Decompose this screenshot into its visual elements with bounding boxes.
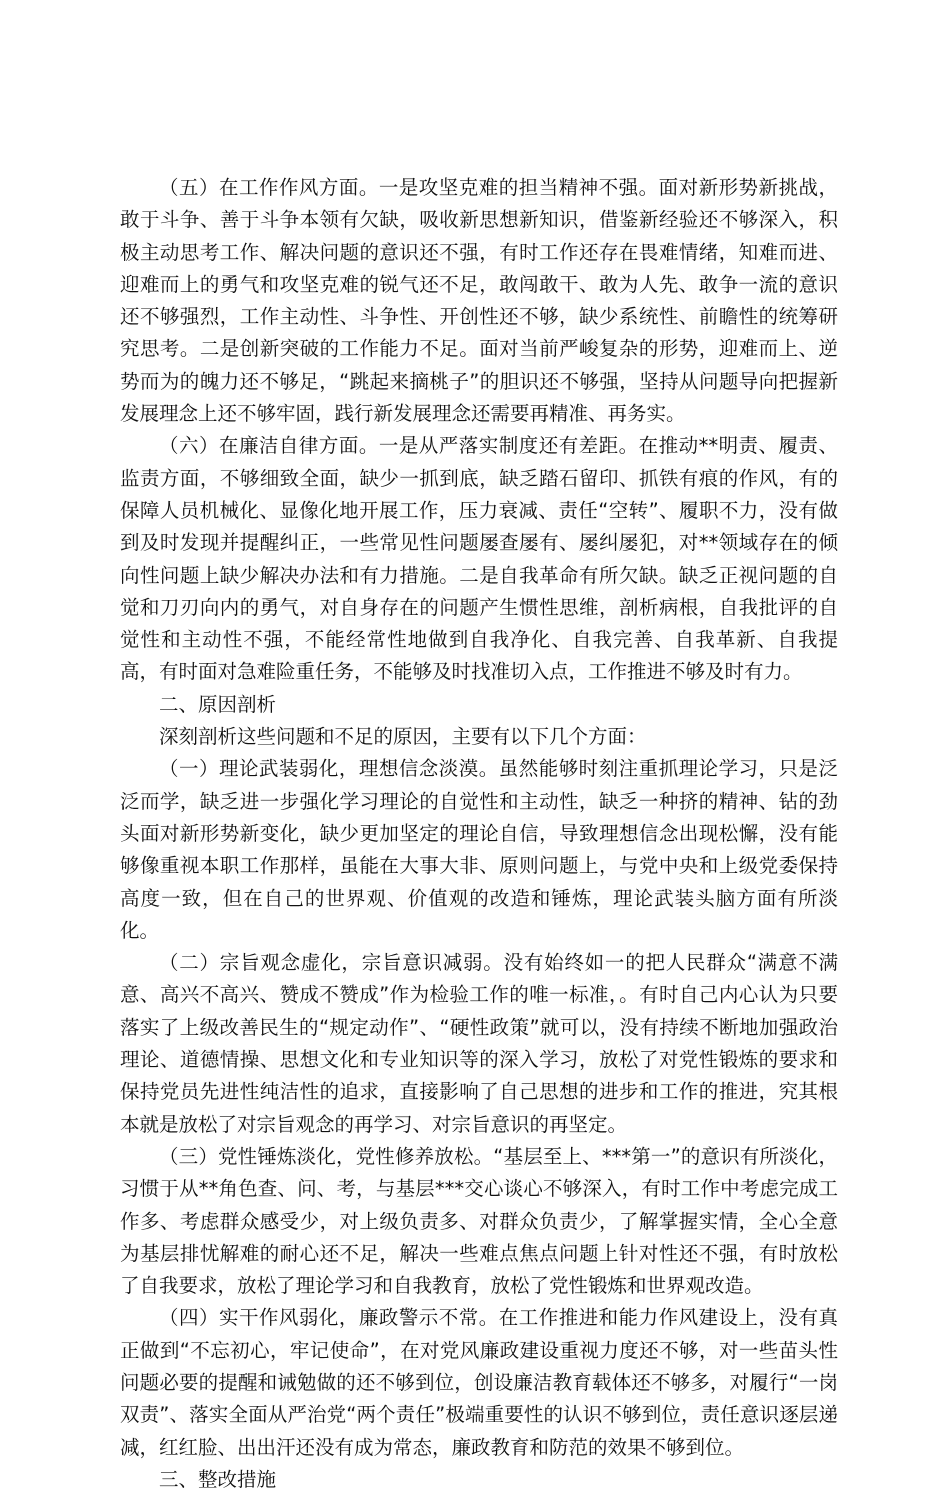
paragraph-cause-intro: 深刻剖析这些问题和不足的原因，主要有以下几个方面：	[159, 725, 647, 749]
paragraph-work-style: （五）在工作作风方面。一是攻坚克难的担当精神不强。面对新形势新挑战，敢于斗争、善于斗争本领有欠缺，吸收新思想新知识，借鉴新经验还不够深入，积极主动思考工作、解决问题的意识还不强，有时工作还存在畏难情绪，知难而进、迎难而上的勇气和攻坚克难的锐气还不足，敢闯敢干、敢为人先、敢争一流的意识还不够强烈，工作主动性、斗争性、开创性还不够，缺少系统性、前瞻性的统筹研究思考。二是创新突破的工作能力不足。面对当前严峻复杂的形势，迎难而上、逆势而为的魄力还不够足，“跳起来摘桃子”的胆识还不够强，坚持从问题导向把握新发展理念上还不够牢固，践行新发展理念还需要再精准、再务实。	[120, 176, 838, 426]
paragraph-cause-party-spirit: （三）党性锤炼淡化，党性修养放松。“基层至上、***第一”的意识有所淡化，习惯于从**角色查、问、考，与基层***交心谈心不够深入，有时工作中考虑完成工作多、考虑群众感受少，对上级负责多、对群众负责少，了解掌握实情，全心全意为基层排忧解难的耐心还不足，解决一些难点焦点问题上针对性还不强，有时放松了自我要求，放松了理论学习和自我教育，放松了党性锻炼和世界观改造。	[120, 1144, 838, 1298]
paragraph-cause-work-style: （四）实干作风弱化，廉政警示不常。在工作推进和能力作风建设上，没有真正做到“不忘初心，牢记使命”，在对党风廉政建设重视力度还不够，对一些苗头性问题必要的提醒和诫勉做的还不够到位，创设廉洁教育载体还不够多，对履行“一岗双责”、落实全面从严治党“两个责任”极端重要性的认识不够到位，责任意识逐层递减，红红脸、出出汗还没有成为常态，廉政教育和防范的效果不够到位。	[120, 1306, 838, 1459]
section-heading-cause-analysis: 二、原因剖析	[159, 692, 277, 716]
document-body	[120, 172, 838, 1496]
paragraph-cause-theory: （一）理论武装弱化，理想信念淡漠。虽然能够时刻注重抓理论学习，只是泛泛而学，缺乏进一步强化学习理论的自觉性和主动性，缺乏一种挤的精神、钻的劲头面对新形势新变化，缺少更加坚定的理论自信，导致理想信念出现松懈，没有能够像重视本职工作那样，虽能在大事大非、原则问题上，与党中央和上级党委保持高度一致，但在自己的世界观、价值观的改造和锤炼，理论武装头脑方面有所淡化。	[120, 757, 838, 942]
paragraph-integrity: （六）在廉洁自律方面。一是从严落实制度还有差距。在推动**明责、履责、监责方面，不够细致全面，缺少一抓到底，缺乏踏石留印、抓铁有痕的作风，有的保障人员机械化、显像化地开展工作，压力衰减、责任“空转”、履职不力，没有做到及时发现并提醒纠正，一些常见性问题屡查屡有、屡纠屡犯，对**领域存在的倾向性问题上缺少解决办法和有力措施。二是自我革命有所欠缺。缺乏正视问题的自觉和刀刃向内的勇气，对自身存在的问题产生惯性思维，剖析病根，自我批评的自觉性和主动性不强，不能经常性地做到自我净化、自我完善、自我革新、自我提高，有时面对急难险重任务，不能够及时找准切入点，工作推进不够及时有力。	[120, 434, 838, 684]
paragraph-cause-purpose: （二）宗旨观念虚化，宗旨意识减弱。没有始终如一的把人民群众“满意不满意、高兴不高兴、赞成不赞成”作为检验工作的唯一标准，。有时自己内心认为只要落实了上级改善民生的“规定动作”、“硬性政策”就可以，没有持续不断地加强政治理论、道德情操、思想文化和专业知识等的深入学习，放松了对党性锻炼的要求和保持党员先进性纯洁性的追求，直接影响了自己思想的进步和工作的推进，究其根本就是放松了对宗旨观念的再学习、对宗旨意识的再坚定。	[120, 951, 838, 1136]
section-heading-rectification: 三、整改措施	[159, 1467, 277, 1491]
